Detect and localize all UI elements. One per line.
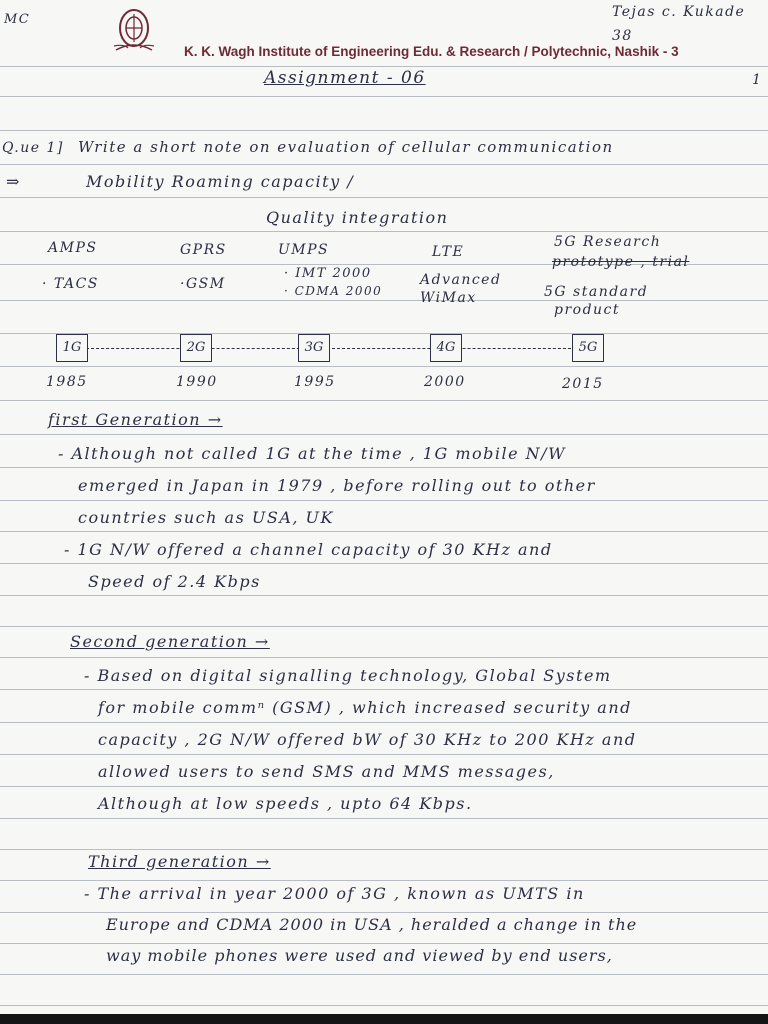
tech-item-gsm: ·GSM [180, 276, 226, 292]
ruled-line [0, 595, 768, 596]
institute-name: K. K. Wagh Institute of Engineering Edu. & Research / Polytechnic, Nashik - 3 [184, 44, 679, 59]
first-generation-heading: first Generation → [48, 410, 223, 429]
first-gen-line: - Although not called 1G at the time , 1G mobile N/W [58, 444, 567, 463]
ruled-line [0, 657, 768, 658]
page-number: 1 [752, 72, 763, 88]
ruled-line [0, 366, 768, 367]
ruled-line [0, 467, 768, 468]
answer-line-2: Quality integration [266, 208, 449, 227]
ruled-line [0, 786, 768, 787]
tech-item-tacs: · TACS [42, 276, 99, 292]
ruled-line [0, 1005, 768, 1006]
gen-box-2g: 2G [180, 334, 212, 362]
first-gen-line: Speed of 2.4 Kbps [88, 572, 261, 591]
gen-box-3g: 3G [298, 334, 330, 362]
first-gen-line: countries such as USA, UK [78, 508, 334, 527]
tech-label-4g: LTE [432, 244, 465, 260]
ruled-line [0, 400, 768, 401]
ruled-line [0, 434, 768, 435]
tech-item-5g-standard: 5G standard [544, 284, 649, 300]
tech-item-product: product [554, 302, 621, 318]
year-4g: 2000 [424, 374, 466, 390]
question-text: Write a short note on evaluation of cellular communication [78, 138, 614, 156]
student-name: Tejas c. Kukade [612, 4, 746, 20]
ruled-line [0, 531, 768, 532]
tech-label-2g: GPRS [180, 242, 227, 258]
second-gen-line: capacity , 2G N/W offered bW of 30 KHz to 200 KHz and [98, 730, 637, 749]
tech-label-5g-prototype: prototype , trial [552, 254, 690, 270]
roll-number: 38 [612, 28, 633, 44]
margin-note: MC [4, 12, 31, 27]
third-generation-heading: Third generation → [88, 852, 271, 871]
question-number: Q.ue 1] [2, 140, 64, 156]
second-gen-line: - Based on digital signalling technology, Global System [84, 666, 612, 685]
year-2g: 1990 [176, 374, 218, 390]
first-gen-line: emerged in Japan in 1979 , before rolling out to other [78, 476, 596, 495]
ruled-line [0, 300, 768, 301]
year-5g: 2015 [562, 376, 604, 392]
ruled-line [0, 912, 768, 913]
tech-item-imt2000: · IMT 2000 [284, 266, 372, 281]
assignment-title: Assignment - 06 [264, 68, 426, 88]
second-gen-line: for mobile commⁿ (GSM) , which increased security and [98, 698, 632, 717]
ruled-line [0, 722, 768, 723]
timeline-line [76, 348, 586, 349]
ruled-line [0, 689, 768, 690]
second-gen-line: Although at low speeds , upto 64 Kbps. [98, 794, 473, 813]
ruled-line [0, 164, 768, 165]
first-gen-line: - 1G N/W offered a channel capacity of 30 KHz and [64, 540, 553, 559]
gen-box-1g: 1G [56, 334, 88, 362]
second-generation-heading: Second generation → [70, 632, 270, 651]
ruled-line [0, 943, 768, 944]
tech-label-3g: UMPS [278, 242, 330, 258]
ruled-line [0, 66, 768, 67]
gen-box-5g: 5G [572, 334, 604, 362]
ruled-line [0, 333, 768, 334]
gen-box-4g: 4G [430, 334, 462, 362]
year-3g: 1995 [294, 374, 336, 390]
third-gen-line: - The arrival in year 2000 of 3G , known as UMTS in [84, 884, 585, 903]
tech-item-cdma2000: · CDMA 2000 [284, 284, 383, 298]
second-gen-line: allowed users to send SMS and MMS messages, [98, 762, 555, 781]
ruled-line [0, 754, 768, 755]
third-gen-line: Europe and CDMA 2000 in USA , heralded a change in the [106, 915, 638, 934]
tech-label-1g: AMPS [48, 240, 98, 256]
page-bottom-edge [0, 1014, 768, 1024]
tech-item-wimax: WiMax [420, 290, 477, 306]
tech-item-advanced: Advanced [420, 272, 502, 288]
tech-label-5g-research: 5G Research [554, 234, 662, 250]
ruled-line [0, 96, 768, 97]
answer-arrow: ⇒ [6, 172, 21, 191]
ruled-line [0, 500, 768, 501]
ruled-line [0, 626, 768, 627]
third-gen-line: way mobile phones were used and viewed by end users, [106, 946, 613, 965]
year-1g: 1985 [46, 374, 88, 390]
ruled-line [0, 231, 768, 232]
ruled-line [0, 563, 768, 564]
ruled-line [0, 130, 768, 131]
ruled-line [0, 818, 768, 819]
ruled-line [0, 880, 768, 881]
institute-logo [112, 4, 156, 54]
ruled-line [0, 974, 768, 975]
ruled-line [0, 849, 768, 850]
ruled-line [0, 197, 768, 198]
answer-line-1: Mobility Roaming capacity / [86, 172, 355, 191]
